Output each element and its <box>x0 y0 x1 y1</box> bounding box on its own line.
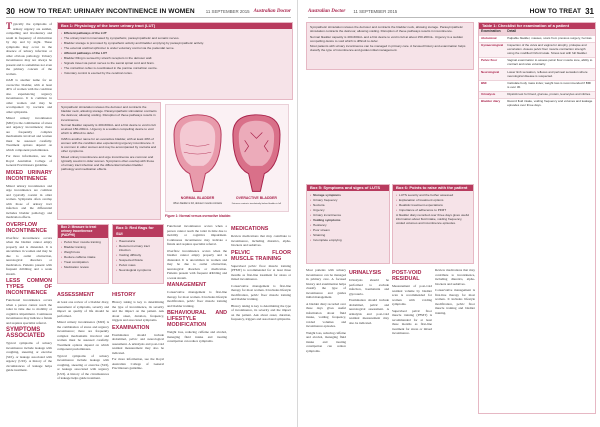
page-date: 11 SEPTEMBER 2015 <box>205 9 250 14</box>
brand-logo: Australian Doctor <box>308 9 346 14</box>
list-item: • Urinary incontinence <box>310 213 386 217</box>
section-heading: ASSESSMENT <box>57 292 95 298</box>
body-paragraph: Review medications that may contribute to incontinence, including diuretics, alpha-blockers and sedatives. <box>231 234 291 247</box>
section-heading: MANAGEMENT <box>167 282 207 288</box>
list-item: • Incomplete emptying <box>310 238 386 242</box>
table-title: Table 1: Checklist for examination of a patient <box>479 23 595 29</box>
left-column-2 <box>57 290 109 420</box>
body-paragraph: A bladder diary recorded over three days gives useful information about fluid intake, voiding frequency, voided volumes and incontinence episodes. <box>396 213 470 226</box>
figure-sublabel-overactive: Detrusor contracts involuntarily before bladder is full <box>231 203 282 206</box>
table-row <box>479 35 595 42</box>
table-row <box>479 43 595 58</box>
body-paragraph: Review medications that may contribute to incontinence, including diuretics, alpha-blockers and sedatives. <box>435 268 475 286</box>
figure-label-normal: NORMAL BLADDER <box>180 196 215 201</box>
list-item: • Poor stream <box>310 228 386 232</box>
column-header: Examination <box>479 29 505 35</box>
box-symptoms-signs <box>306 184 390 264</box>
body-paragraph: For more information, see the Royal Australian College of General Practitioners guideline. <box>6 154 52 167</box>
body-paragraph: Weight loss, reducing caffeine and alcohol, managing fluid intake and treating constipation can reduce symptoms. <box>167 330 227 343</box>
box-physiology <box>57 22 293 100</box>
section-heading: BEHAVIOURAL AND LIFESTYLE MODIFICATION <box>167 310 227 328</box>
page-title: HOW TO TREAT <box>529 8 582 15</box>
list-item: • Recurrent urinary tract infection <box>116 244 160 252</box>
page-number: 30 <box>6 7 15 16</box>
list-item: • Realistic treatment expectations <box>396 203 470 207</box>
intro-paragraph: Typically the symptoms of urinary urgency are sudden, compelling and involuntary and result in frequency of micturition by day and by night. These symptoms may occur in the absence of urinary infection or other obvious pathology. Urinary incontinence may not always be present and is sometimes not even the primary concern of the woman. <box>6 21 52 76</box>
body-paragraph: Overflow incontinence occurs when the bladder cannot empty properly and is distended. It is uncommon in women and may be due to outlet obstruction, neurological disorders or medication. Patients present with frequent dribbling and a weak stream. <box>167 248 227 280</box>
box-red-flags <box>112 224 164 284</box>
list-item: • Hesitancy <box>310 223 386 227</box>
list-item: • Signals travel via pelvic nerves to the sacral spinal cord and brain. <box>61 61 289 65</box>
left-column-5 <box>231 224 291 420</box>
body-paragraph: Mixed urinary incontinence and urge incontinence are common and typically coexist in older women. Symptoms often overlap with those of urinary tract infection and the differential includes bladder pathology and medication effects. <box>61 154 155 172</box>
body-paragraph: Most patients with urinary incontinence can be managed in primary care. A focused history and examination helps classify the type of incontinence and guides initial management. <box>306 268 346 299</box>
table-cell-detail: Dipstick test for blood, glucose, protein, leucocytes and nitrites. <box>505 91 595 98</box>
brand-logo: Australian Doctor <box>253 9 291 14</box>
body-paragraph: Normal bladder capacity is 400-600mL and a first desire to void is felt at about 150-200mL. Urgency is a sudden compelling desire to void which is difficult to defer. <box>310 34 464 43</box>
table-cell-exam: BMI <box>479 80 505 91</box>
table-cell-detail: Palpable bladder, masses, scars from previous surgery, hernias. <box>505 35 595 42</box>
left-page <box>0 0 298 427</box>
list-item: • Efferent pathways of the LUT <box>61 31 289 35</box>
table-cell-exam: Pelvic floor <box>479 58 505 69</box>
page-number: 31 <box>585 7 594 16</box>
list-item: • Urinary frequency <box>310 198 386 202</box>
list-item: • The urinary tract is innervated by sympathetic, parasympathetic and somatic nerves. <box>61 36 289 40</box>
body-paragraph: History taking is key to determining the type of incontinence, its severity and the impact on the patient. Ask about onset, duration, frequency, triggers and associated symptoms. <box>231 303 291 321</box>
body-paragraph: A bladder diary recorded over three days gives useful information about fluid intake, voiding frequency, voided volumes and incontinence episodes. <box>306 301 346 328</box>
list-item: • Bladder filling is sensed by stretch receptors in the detrusor wall. <box>61 56 289 60</box>
table-row <box>479 80 595 91</box>
table-row <box>479 99 595 110</box>
list-item: • Storage symptoms <box>310 193 386 197</box>
list-item: • The external urethral sphincter is under voluntary control via the pudendal nerve. <box>61 46 289 50</box>
section-heading: SYMPTOMS ASSOCIATED <box>6 327 45 339</box>
body-paragraph: Typical symptoms of urinary incontinence include leakage with coughing, sneezing or exercise (SUI), or leakage associated with urgency (UUI). A history of the circumstances of leakage helps guide treatment. <box>57 353 109 380</box>
body-paragraph: Conservative management is first-line therapy for most women. It includes lifestyle modification, pelvic floor muscle training and bladder training. <box>231 283 291 301</box>
table-row <box>479 69 595 80</box>
list-item: • Treat constipation <box>61 260 105 264</box>
list-item: • Straining <box>310 233 386 237</box>
section-heading: EXAMINATION <box>112 324 150 331</box>
list-item: • Nocturia <box>310 203 386 207</box>
table-cell-detail: Inspection of the vulva and vagina for atrophy, prolapse and excoriation. Assess pelvic floor muscle contraction strength using the modified Oxford scale. Stress test with full bladder. <box>505 43 595 58</box>
examination-table <box>478 22 596 414</box>
list-item: • Reduce caffeine intake <box>61 255 105 259</box>
list-item: • Pelvic mass <box>116 263 160 267</box>
table-row <box>479 58 595 69</box>
section-heading: OVERFLOW INCONTINENCE <box>6 221 48 234</box>
box-padphi <box>57 224 109 284</box>
body-paragraph: Supervised pelvic floor muscle training (PFMT) is recommended for at least three months as first-line treatment for stress or mixed incontinence. <box>231 263 291 281</box>
list-item: • Voiding difficulty <box>116 253 160 257</box>
body-paragraph: For more information, see the Royal Australian College of General Practitioners guideline. <box>112 357 164 370</box>
left-page-header <box>6 6 291 18</box>
box-title: Box 5: Symptoms and signs of LUTS <box>307 185 389 191</box>
table-row <box>479 91 595 98</box>
list-item: • Neurological symptoms <box>116 268 160 272</box>
body-paragraph: Supervised pelvic floor muscle training (PFMT) is recommended for at least three months as first-line treatment for stress or mixed incontinence. <box>392 308 432 335</box>
right-column-4 <box>435 268 475 418</box>
list-item: • The micturition reflex is coordinated in the pontine micturition centre. <box>61 66 289 70</box>
body-paragraph: Conservative management is first-line therapy for most women. It includes lifestyle modification, pelvic floor muscle training and bladder training. <box>435 288 475 315</box>
list-item: • Haematuria <box>116 239 160 243</box>
list-item: • Suspected fistula <box>116 258 160 262</box>
body-paragraph: Conservative management is first-line therapy for most women. It includes lifestyle modification, pelvic floor muscle training and bladder training. <box>167 290 227 308</box>
section-heading: URINALYSIS <box>349 270 382 276</box>
figure-label-overactive: OVERACTIVE BLADDER <box>235 196 277 201</box>
right-page-header <box>308 6 594 18</box>
page-title: HOW TO TREAT: URINARY INCONTINENCE IN WOMEN <box>18 8 195 15</box>
table-cell-exam: Urinalysis <box>479 91 505 98</box>
body-paragraph: Mixed urinary incontinence and urge incontinence are common and typically coexist in older women. Symptoms often overlap with those of urinary tract infection and the differential includes bladder pathology and medication effects. <box>6 183 52 219</box>
body-paragraph: Functional incontinence occurs when a person cannot reach the toilet in time due to mobility or cognitive impairment. Continuous incontinence may indicate a fistula and requires specialist referral. <box>6 298 52 325</box>
page-date: 11 SEPTEMBER 2015 <box>353 9 398 14</box>
list-item: • LUTS severity and the bother assessed <box>396 193 470 197</box>
list-item: • Urgency <box>310 208 386 212</box>
box-title: Box 3: Red flags for SUI <box>113 225 163 237</box>
list-item: • Voiding symptoms <box>310 218 386 222</box>
bladder-illustration <box>166 105 288 211</box>
list-item: • Voluntary control is exerted by the cerebral cortex. <box>61 71 289 75</box>
body-paragraph: Sympathetic stimulation relaxes the detrusor and contracts the bladder neck, allowing storage. Parasympathetic stimulation contracts the detrusor, allowing voiding. Disruption of these pathways results in incontinence. <box>61 105 157 122</box>
bladder-figure <box>165 104 289 212</box>
figure-caption: Figure 1: Normal versus overactive bladder. <box>165 214 232 218</box>
table-cell-detail: Record fluid intake, voiding frequency and volumes and leakage episodes over three days. <box>505 99 595 110</box>
table-cell-detail: Vaginal examination to assess pelvic floor muscle tone, ability to contract and relax voluntarily. <box>505 58 595 69</box>
body-paragraph: OAB is another name for an overactive bladder, with at least 40% of women with the condition also experiencing urgency incontinence. It is common in older women and may be accompanied by nocturia and other symptoms. <box>61 136 157 154</box>
body-paragraph: Examination should include abdominal, pelvic and neurological assessment. A urinalysis and post-void residual measurement may also be indicated. <box>349 298 389 325</box>
body-paragraph: Urinalysis should be performed to exclude infection, haematuria and glycosuria. <box>349 278 389 296</box>
table-cell-exam: Abdominal <box>479 35 505 42</box>
list-item: • Importance of adherence to PFMT <box>396 208 470 212</box>
box-title: Box 6: Points to raise with the patient <box>393 185 473 191</box>
box-physiology-continued <box>57 102 161 220</box>
body-paragraph: Examination should include abdominal, pelvic and neurological assessment. A urinalysis and post-void residual measurement may also be indicated. <box>112 332 164 355</box>
list-item: • Pelvic floor muscle training <box>61 240 105 244</box>
table-cell-detail: Lower limb sensation, reflexes and perineal sensation where neurological disease is suspected. <box>505 69 595 80</box>
box-physiology-cont <box>306 22 474 70</box>
body-paragraph: Normal bladder capacity is 400-600mL and a first desire to void is felt at about 150-200mL. Urgency is a sudden compelling desire to void which is difficult to defer. <box>61 123 156 136</box>
body-paragraph: Measurement of post-void residual volume by bladder scan is recommended for women with voiding symptoms. <box>392 284 432 306</box>
section-heading: HISTORY <box>112 292 136 298</box>
table-cell-exam: Bladder diary <box>479 99 505 110</box>
right-column-1 <box>306 268 346 418</box>
body-paragraph: Mixed urinary incontinence (MUI) is the combination of stress and urgency incontinence; there are frequently complex mechanisms involved and women must be assessed carefully. Treatment options depend on which component predominates. <box>57 320 109 351</box>
body-paragraph: Overflow incontinence occurs when the bladder cannot empty properly and is distended. It is uncommon in women and may be due to outlet obstruction, neurological disorders or medication. Patients present with frequent dribbling and a weak stream. <box>6 235 52 276</box>
box-points-patient <box>392 184 474 264</box>
right-column-3 <box>392 268 432 418</box>
list-item: • Bladder training <box>61 245 105 249</box>
table-cell-exam: Gynaecological <box>479 43 505 58</box>
section-heading: POST-VOID RESIDUAL <box>392 270 422 282</box>
table-cell-detail: Calculate body mass index; weight loss is recommended if BMI is over 30. <box>505 80 595 91</box>
left-column-1 <box>6 22 52 422</box>
body-paragraph: At least one review of a bladder diary, assessment of symptoms, severity and impact on quality of life should be performed. <box>57 300 109 318</box>
box-title: Box 2: Measure to treat urinary incontinence (PADPHI) <box>58 225 108 238</box>
figure-sublabel-normal: When bladder is full, detrusor muscle contracts <box>173 203 222 206</box>
checklist-table <box>479 29 595 109</box>
body-paragraph: Mixed urinary incontinence (MUI) is the combination of stress and urgency incontinence; there are frequently complex mechanisms involved and women must be assessed carefully. Treatment options depend on which component predominates. <box>6 116 52 152</box>
section-heading: MEDICATIONS <box>231 226 269 232</box>
right-column-2 <box>349 268 389 418</box>
list-item: • Medication review <box>61 265 105 269</box>
body-paragraph: History taking is key to determining the type of incontinence, its severity and the impact on the patient. Ask about onset, duration, frequency, triggers and associated symptoms. <box>112 300 164 322</box>
list-item: • Bladder storage is promoted by sympathetic activity and bladder emptying by parasympathetic activity. <box>61 41 289 45</box>
section-heading: MIXED URINARY INCONTINENCE <box>6 169 52 182</box>
list-item: • Weight loss <box>61 250 105 254</box>
left-column-3 <box>112 290 164 420</box>
body-paragraph: Typical symptoms of urinary incontinence include leakage with coughing, sneezing or exercise (SUI), or leakage associated with urgency (UUI). A history of the circumstances of leakage helps guide treatment. <box>6 341 52 372</box>
section-heading: LESS COMMON TYPES OF INCONTINENCE <box>6 278 52 296</box>
column-header: Detail <box>505 29 595 35</box>
list-item: • Afferent pathways of the LUT <box>61 51 289 55</box>
left-column-4 <box>167 224 227 420</box>
body-paragraph: Most patients with urinary incontinence can be managed in primary care. A focused history and examination helps classify the type of incontinence and guides initial management. <box>310 44 466 53</box>
right-page <box>302 0 600 427</box>
box-title: Box 1: Physiology of the lower urinary tract (LUT) <box>58 23 292 29</box>
body-paragraph: OAB is another name for an overactive bladder, with at least 40% of women with the condition also experiencing urgency incontinence. It is common in older women and may be accompanied by nocturia and other symptoms. <box>6 78 52 114</box>
body-paragraph: Weight loss, reducing caffeine and alcohol, managing fluid intake and treating constipation can reduce symptoms. <box>306 330 346 353</box>
table-cell-exam: Neurological <box>479 69 505 80</box>
body-paragraph: Functional incontinence occurs when a person cannot reach the toilet in time due to mobility or cognitive impairment. Continuous incontinence may indicate a fistula and requires specialist referral. <box>167 224 227 246</box>
body-paragraph: Sympathetic stimulation relaxes the detrusor and contracts the bladder neck, allowing storage. Parasympathetic stimulation contracts the detrusor, allowing voiding. Disruption of these pathways results in incontinence. <box>310 25 463 34</box>
section-heading: PELVIC FLOOR MUSCLE TRAINING <box>231 249 291 262</box>
list-item: • Explanation of treatment options <box>396 198 470 202</box>
